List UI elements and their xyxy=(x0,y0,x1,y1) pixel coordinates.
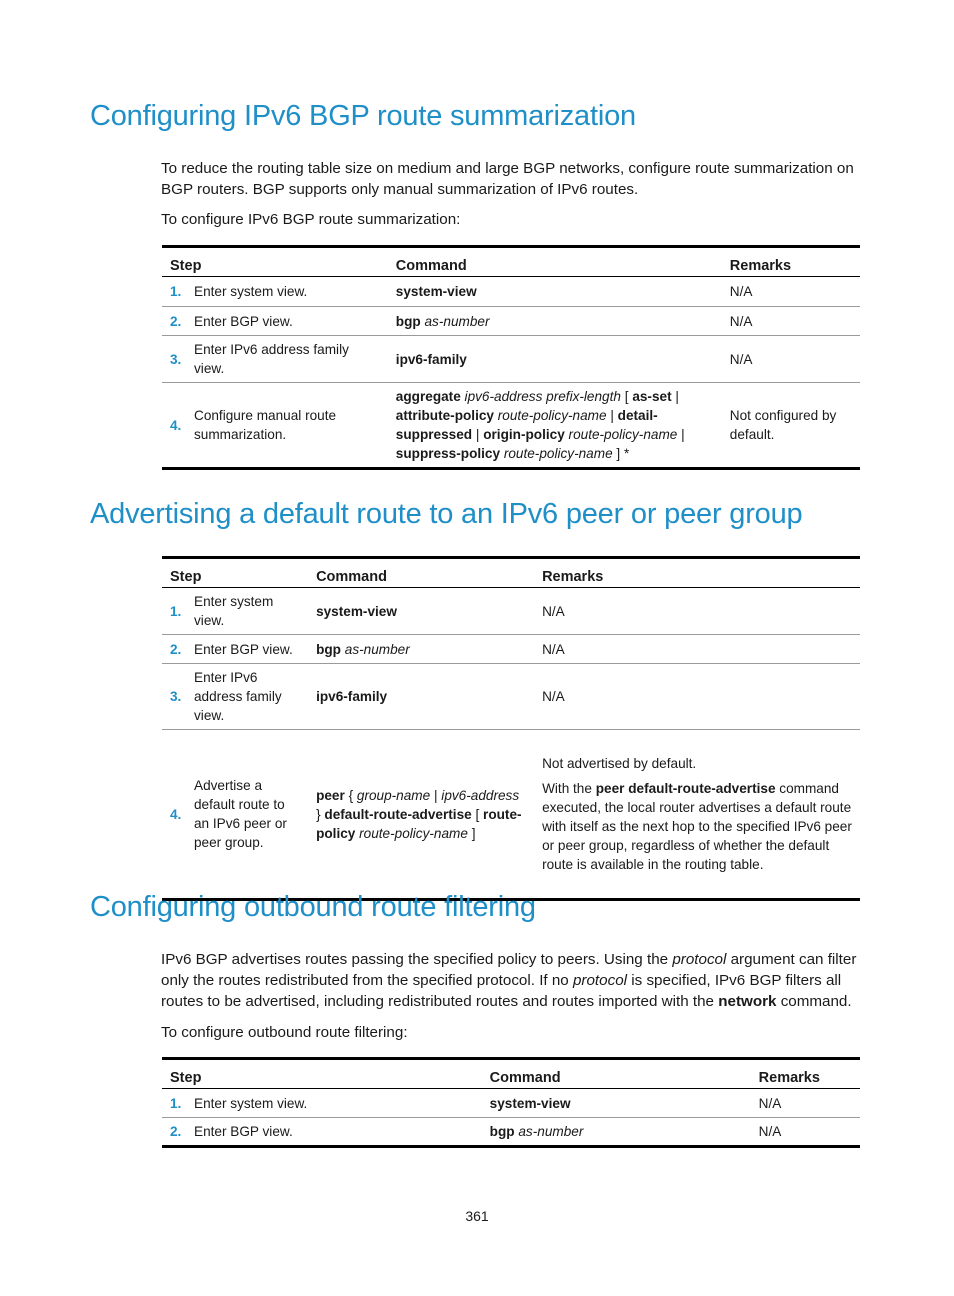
command-keyword: ipv6-family xyxy=(395,351,467,367)
command-argument: as-number xyxy=(424,313,490,329)
command-keyword: bgp xyxy=(395,313,421,329)
command-punct: ] xyxy=(471,825,476,841)
table-row xyxy=(162,730,860,900)
command-keyword: system-view xyxy=(489,1095,571,1111)
intro-text: IPv6 BGP advertises routes passing the specified policy to peers. Using the xyxy=(161,951,669,968)
command-keyword: ipv6-family xyxy=(316,689,388,704)
remarks-cell: N/A xyxy=(534,588,860,635)
command-punct: | xyxy=(675,389,679,404)
command-cell xyxy=(482,1089,751,1118)
command-cell xyxy=(308,588,534,635)
command-argument: ipv6-address xyxy=(441,787,520,803)
command-keyword: system-view xyxy=(395,284,477,299)
command-punct: | xyxy=(610,408,614,423)
lead-paragraph: To configure IPv6 BGP route summarization: xyxy=(161,211,461,228)
step-number: 1. xyxy=(162,277,186,307)
intro-text: argument can filter only the routes redistributed from the specified protocol. If no xyxy=(161,951,857,989)
command-punct: [ xyxy=(624,389,629,404)
step-number: 3. xyxy=(162,336,186,383)
command-keyword: bgp xyxy=(316,641,341,657)
command-keyword: origin-policy xyxy=(483,427,565,442)
command-argument: group-name xyxy=(356,787,431,803)
step-text: Enter system view. xyxy=(186,588,308,635)
command-keyword: as-set xyxy=(632,389,672,404)
command-cell xyxy=(388,383,722,469)
command-keyword: route-policy xyxy=(316,806,522,841)
step-text: Enter IPv6 address family view. xyxy=(186,336,388,383)
table-row xyxy=(162,336,860,383)
command-cell xyxy=(482,1118,751,1147)
remarks-cell: Not configured by default. xyxy=(722,383,860,469)
remarks-cell xyxy=(534,730,860,900)
intro-text: is specified, IPv6 BGP filters all routes to be advertised, including redistributed routes and routes imported with the xyxy=(161,972,842,1010)
step-text: Enter system view. xyxy=(186,1089,482,1118)
header-step: Step xyxy=(162,558,308,588)
step-number: 3. xyxy=(162,664,186,730)
command-punct: [ xyxy=(475,806,480,822)
steps-table-outbound xyxy=(162,1057,860,1148)
command-cell xyxy=(308,635,534,664)
command-keyword: system-view xyxy=(316,603,397,619)
step-text: Enter IPv6 address family view. xyxy=(186,664,308,730)
remarks-line: Not advertised by default. xyxy=(542,756,697,771)
step-number: 1. xyxy=(162,1089,186,1118)
command-argument: route-policy-name xyxy=(568,427,678,442)
intro-paragraph: To reduce the routing table size on medium and large BGP networks, configure route summarization on BGP routers. BGP supports only manual summarization of IPv6 routes. xyxy=(161,160,854,198)
table-row xyxy=(162,383,860,469)
steps-table-summarization xyxy=(162,245,860,470)
header-command: Command xyxy=(388,247,722,277)
command-argument: route-policy-name xyxy=(503,446,613,461)
section-heading-route-summarization: Configuring IPv6 BGP route summarization xyxy=(90,100,636,132)
step-text: Enter BGP view. xyxy=(186,635,308,664)
remarks-cell: N/A xyxy=(751,1089,860,1118)
step-number: 2. xyxy=(162,1118,186,1147)
command-argument: route-policy-name xyxy=(497,408,607,423)
command-punct: { xyxy=(348,787,354,803)
remarks-text: With the xyxy=(542,781,592,796)
header-step: Step xyxy=(162,247,388,277)
command-keyword: peer xyxy=(316,787,345,803)
lead-paragraph: To configure outbound route filtering: xyxy=(161,1024,408,1041)
command-punct: ] * xyxy=(616,446,630,461)
command-punct: | xyxy=(433,787,438,803)
table-row xyxy=(162,635,860,664)
command-cell xyxy=(388,307,722,336)
step-number: 4. xyxy=(162,730,186,900)
remarks-keyword: peer default-route-advertise xyxy=(595,781,776,796)
table-row xyxy=(162,588,860,635)
header-command: Command xyxy=(308,558,534,588)
command-cell xyxy=(388,277,722,307)
remarks-cell: N/A xyxy=(534,635,860,664)
intro-italic: protocol xyxy=(572,972,628,989)
section-heading-default-route: Advertising a default route to an IPv6 peer or peer group xyxy=(90,498,803,530)
command-keyword: default-route-advertise xyxy=(324,806,472,822)
intro-paragraph xyxy=(161,949,866,1012)
header-remarks: Remarks xyxy=(534,558,860,588)
step-text: Advertise a default route to an IPv6 peer or peer group. xyxy=(186,730,308,900)
command-cell xyxy=(308,664,534,730)
command-argument: as-number xyxy=(344,641,410,657)
step-number: 2. xyxy=(162,635,186,664)
section-heading-outbound-filtering: Configuring outbound route filtering xyxy=(90,891,536,923)
table-row xyxy=(162,664,860,730)
step-number: 4. xyxy=(162,383,186,469)
step-text: Enter system view. xyxy=(186,277,388,307)
command-keyword: aggregate xyxy=(395,389,461,404)
steps-table-default-route xyxy=(162,556,860,901)
header-command: Command xyxy=(482,1059,751,1089)
remarks-cell: N/A xyxy=(722,307,860,336)
command-cell xyxy=(388,336,722,383)
table-row xyxy=(162,1118,860,1147)
command-punct: | xyxy=(681,427,685,442)
remarks-cell: N/A xyxy=(722,336,860,383)
command-punct: | xyxy=(475,427,480,442)
command-cell xyxy=(308,730,534,900)
command-punct: } xyxy=(316,806,321,822)
step-text: Enter BGP view. xyxy=(186,1118,482,1147)
command-argument: as-number xyxy=(518,1124,584,1139)
remarks-cell: N/A xyxy=(751,1118,860,1147)
intro-bold: network xyxy=(718,993,777,1010)
table-header-row xyxy=(162,558,860,588)
header-remarks: Remarks xyxy=(751,1059,860,1089)
command-keyword: suppress-policy xyxy=(395,446,501,461)
page-number: 361 xyxy=(465,1208,489,1224)
remarks-line xyxy=(542,779,852,874)
step-text: Configure manual route summarization. xyxy=(186,383,388,469)
step-number: 1. xyxy=(162,588,186,635)
table-row xyxy=(162,277,860,307)
step-number: 2. xyxy=(162,307,186,336)
intro-text: command. xyxy=(780,993,852,1010)
table-header-row xyxy=(162,1059,860,1089)
table-row xyxy=(162,307,860,336)
header-step: Step xyxy=(162,1059,482,1089)
command-keyword: bgp xyxy=(489,1124,515,1139)
remarks-cell: N/A xyxy=(534,664,860,730)
command-keyword: attribute-policy xyxy=(395,408,494,423)
table-header-row xyxy=(162,247,860,277)
header-remarks: Remarks xyxy=(722,247,860,277)
command-argument: ipv6-address prefix-length xyxy=(464,389,621,404)
command-keyword: detail-suppressed xyxy=(395,408,658,442)
step-text: Enter BGP view. xyxy=(186,307,388,336)
table-row xyxy=(162,1089,860,1118)
command-argument: route-policy-name xyxy=(359,825,468,841)
remarks-cell: N/A xyxy=(722,277,860,307)
remarks-text: command executed, the local router advertises a default route with itself as the next hop to the specified IPv6 peer or peer group, regardless of whether the default route is available in the routing table. xyxy=(542,781,852,872)
intro-italic: protocol xyxy=(672,951,727,968)
